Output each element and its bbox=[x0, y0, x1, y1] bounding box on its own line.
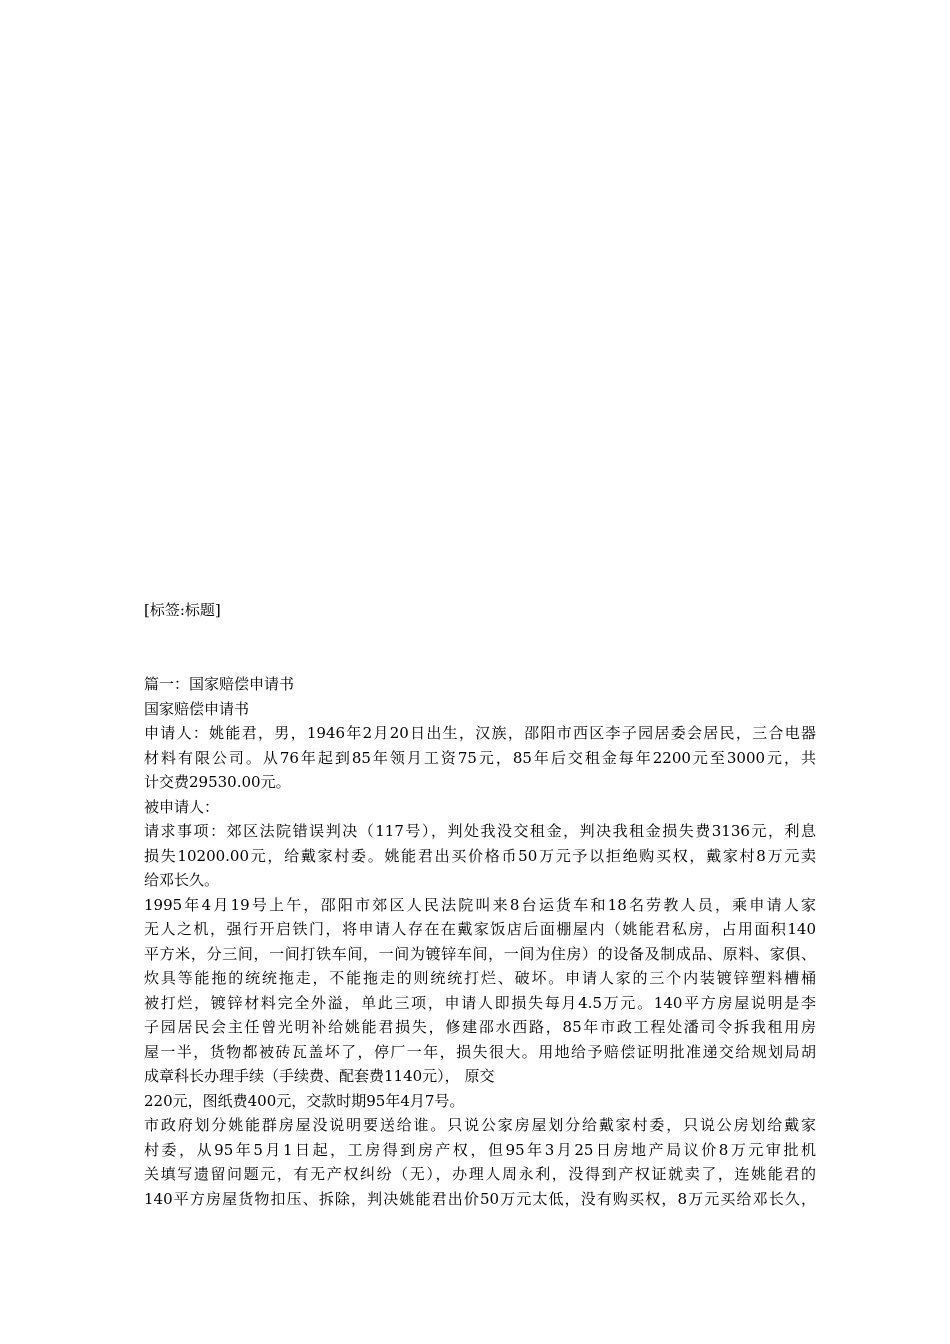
text-line: 140平方房屋货物扣压、拆除，判决姚能君出价50万元太低，没有购买权，8万元买给邓长久， bbox=[144, 1189, 816, 1208]
text-line: 成章科长办理手续（手续费、配套费1140元）， 原交 bbox=[144, 1067, 495, 1085]
text-line: 请求事项：郊区法院错误判决（117号），判处我没交租金，判决我租金损失费3136元，利息 bbox=[144, 822, 816, 840]
text-line: 子园居民会主任曾光明补给姚能君损失，修建邵水西路，85年市政工程处潘司令拆我租用房 bbox=[144, 1018, 816, 1036]
text-line: 屋一半，货物都被砖瓦盖坏了，停厂一年，损失很大。用地给予赔偿证明批准递交给规划局胡 bbox=[144, 1042, 816, 1061]
text-line: 篇一：国家赔偿申请书 bbox=[144, 675, 295, 693]
text-line: 被申请人： bbox=[144, 797, 220, 816]
text-line: 市政府划分姚能群房屋没说明要送给谁。只说公家房屋划分给戴家村委，只说公房划给戴家 bbox=[144, 1116, 816, 1134]
text-line: 关填写遗留问题元，有无产权纠纷（无），办理人周永利，没得到产权证就卖了，连姚能君的 bbox=[144, 1165, 816, 1183]
text-line: 申请人：姚能君，男，1946年2月20日出生，汉族，邵阳市西区李子园居委会居民，三合电器 bbox=[144, 724, 816, 742]
text-line: 炊具等能拖的统统拖走，不能拖走的则统统打烂、破坏。申请人家的三个内装镀锌塑料槽桶 bbox=[144, 969, 816, 987]
text-line: 无人之机，强行开启铁门，将申请人存在在戴家饭店后面棚屋内（姚能君私房，占用面积140 bbox=[144, 920, 816, 938]
tag-line: [标签:标题] bbox=[144, 601, 221, 619]
text-line: 计交费29530.00元。 bbox=[144, 773, 291, 791]
text-line: 1995年4月19号上午，邵阳市郊区人民法院叫来8台运货车和18名劳教人员，乘申请人家 bbox=[144, 895, 816, 914]
text-line: 平方米，分三间，一间打铁车间，一间为镀锌车间，一间为住房）的设备及制成品、原料、家俱、 bbox=[144, 944, 816, 963]
text-line: 村委，从95年5月1日起，工房得到房产权，但95年3月25日房地产局议价8万元审批机 bbox=[144, 1140, 816, 1159]
document-body bbox=[144, 672, 816, 1211]
text-line: 被打烂，镀锌材料完全外溢，单此三项，申请人即损失每月4.5万元。140平方房屋说明是李 bbox=[144, 993, 816, 1012]
text-line: 给邓长久。 bbox=[144, 871, 220, 889]
text-line: 损失10200.00元，给戴家村委。姚能君出买价格币50万元予以拒绝购买权，戴家村8万元卖 bbox=[144, 846, 816, 865]
text-line: 材料有限公司。从76年起到85年领月工资75元，85年后交租金每年2200元至3000元，共 bbox=[144, 748, 816, 767]
text-line: 220元，图纸费400元，交款时期95年4月7号。 bbox=[144, 1091, 465, 1110]
text-line: 国家赔偿申请书 bbox=[144, 699, 250, 718]
